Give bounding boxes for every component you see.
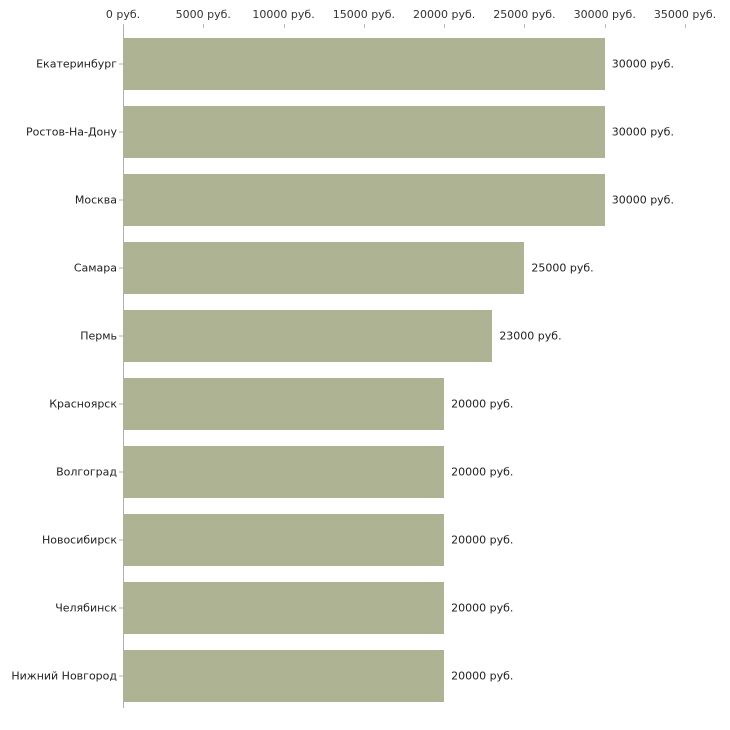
bar-value-label: 23000 руб. [499, 329, 562, 343]
category-label: Челябинск [55, 601, 117, 615]
category-label: Ростов-На-Дону [25, 125, 117, 139]
bar-value-label: 25000 руб. [531, 261, 594, 275]
x-axis-tick-label: 0 руб. [105, 8, 141, 21]
category-label: Самара [73, 261, 117, 275]
bar-row [0, 642, 730, 710]
bar-row [0, 234, 730, 302]
category-label: Красноярск [49, 397, 117, 411]
x-axis-tick-label: 15000 руб. [332, 8, 395, 21]
bar[interactable] [123, 242, 524, 294]
bar[interactable] [123, 38, 605, 90]
x-axis-tick-label: 25000 руб. [493, 8, 556, 21]
bar-row [0, 166, 730, 234]
plot-area [0, 28, 730, 718]
category-label: Екатеринбург [36, 57, 117, 71]
bar-row [0, 438, 730, 506]
bar-value-label: 20000 руб. [451, 601, 514, 615]
bar-row [0, 506, 730, 574]
bar-value-label: 20000 руб. [451, 533, 514, 547]
bar-value-label: 30000 руб. [611, 125, 674, 139]
x-axis-tick-label: 10000 руб. [252, 8, 315, 21]
category-label: Москва [74, 193, 117, 207]
bar[interactable] [123, 650, 444, 702]
bar[interactable] [123, 582, 444, 634]
x-axis-tick-label: 35000 руб. [653, 8, 717, 21]
x-axis-tick-label: 5000 руб. [175, 8, 231, 21]
category-label: Волгоград [56, 465, 117, 479]
bar-value-label: 30000 руб. [611, 193, 674, 207]
category-label: Новосибирск [41, 533, 117, 547]
bar[interactable] [123, 378, 444, 430]
bar-value-label: 30000 руб. [611, 57, 674, 71]
x-axis-tick-label: 20000 руб. [413, 8, 476, 21]
bar[interactable] [123, 310, 492, 362]
bar[interactable] [123, 106, 605, 158]
bar-row [0, 574, 730, 642]
x-axis-tick-label: 30000 руб. [573, 8, 636, 21]
category-label: Нижний Новгород [11, 669, 117, 683]
x-axis [0, 0, 730, 28]
bar-row [0, 98, 730, 166]
bar-value-label: 20000 руб. [451, 465, 514, 479]
bar-row [0, 302, 730, 370]
category-label: Пермь [80, 329, 117, 343]
bar[interactable] [123, 446, 444, 498]
bar-row [0, 370, 730, 438]
bar-value-label: 20000 руб. [451, 397, 514, 411]
bar[interactable] [123, 174, 605, 226]
bar[interactable] [123, 514, 444, 566]
bar-value-label: 20000 руб. [451, 669, 514, 683]
bar-row [0, 30, 730, 98]
